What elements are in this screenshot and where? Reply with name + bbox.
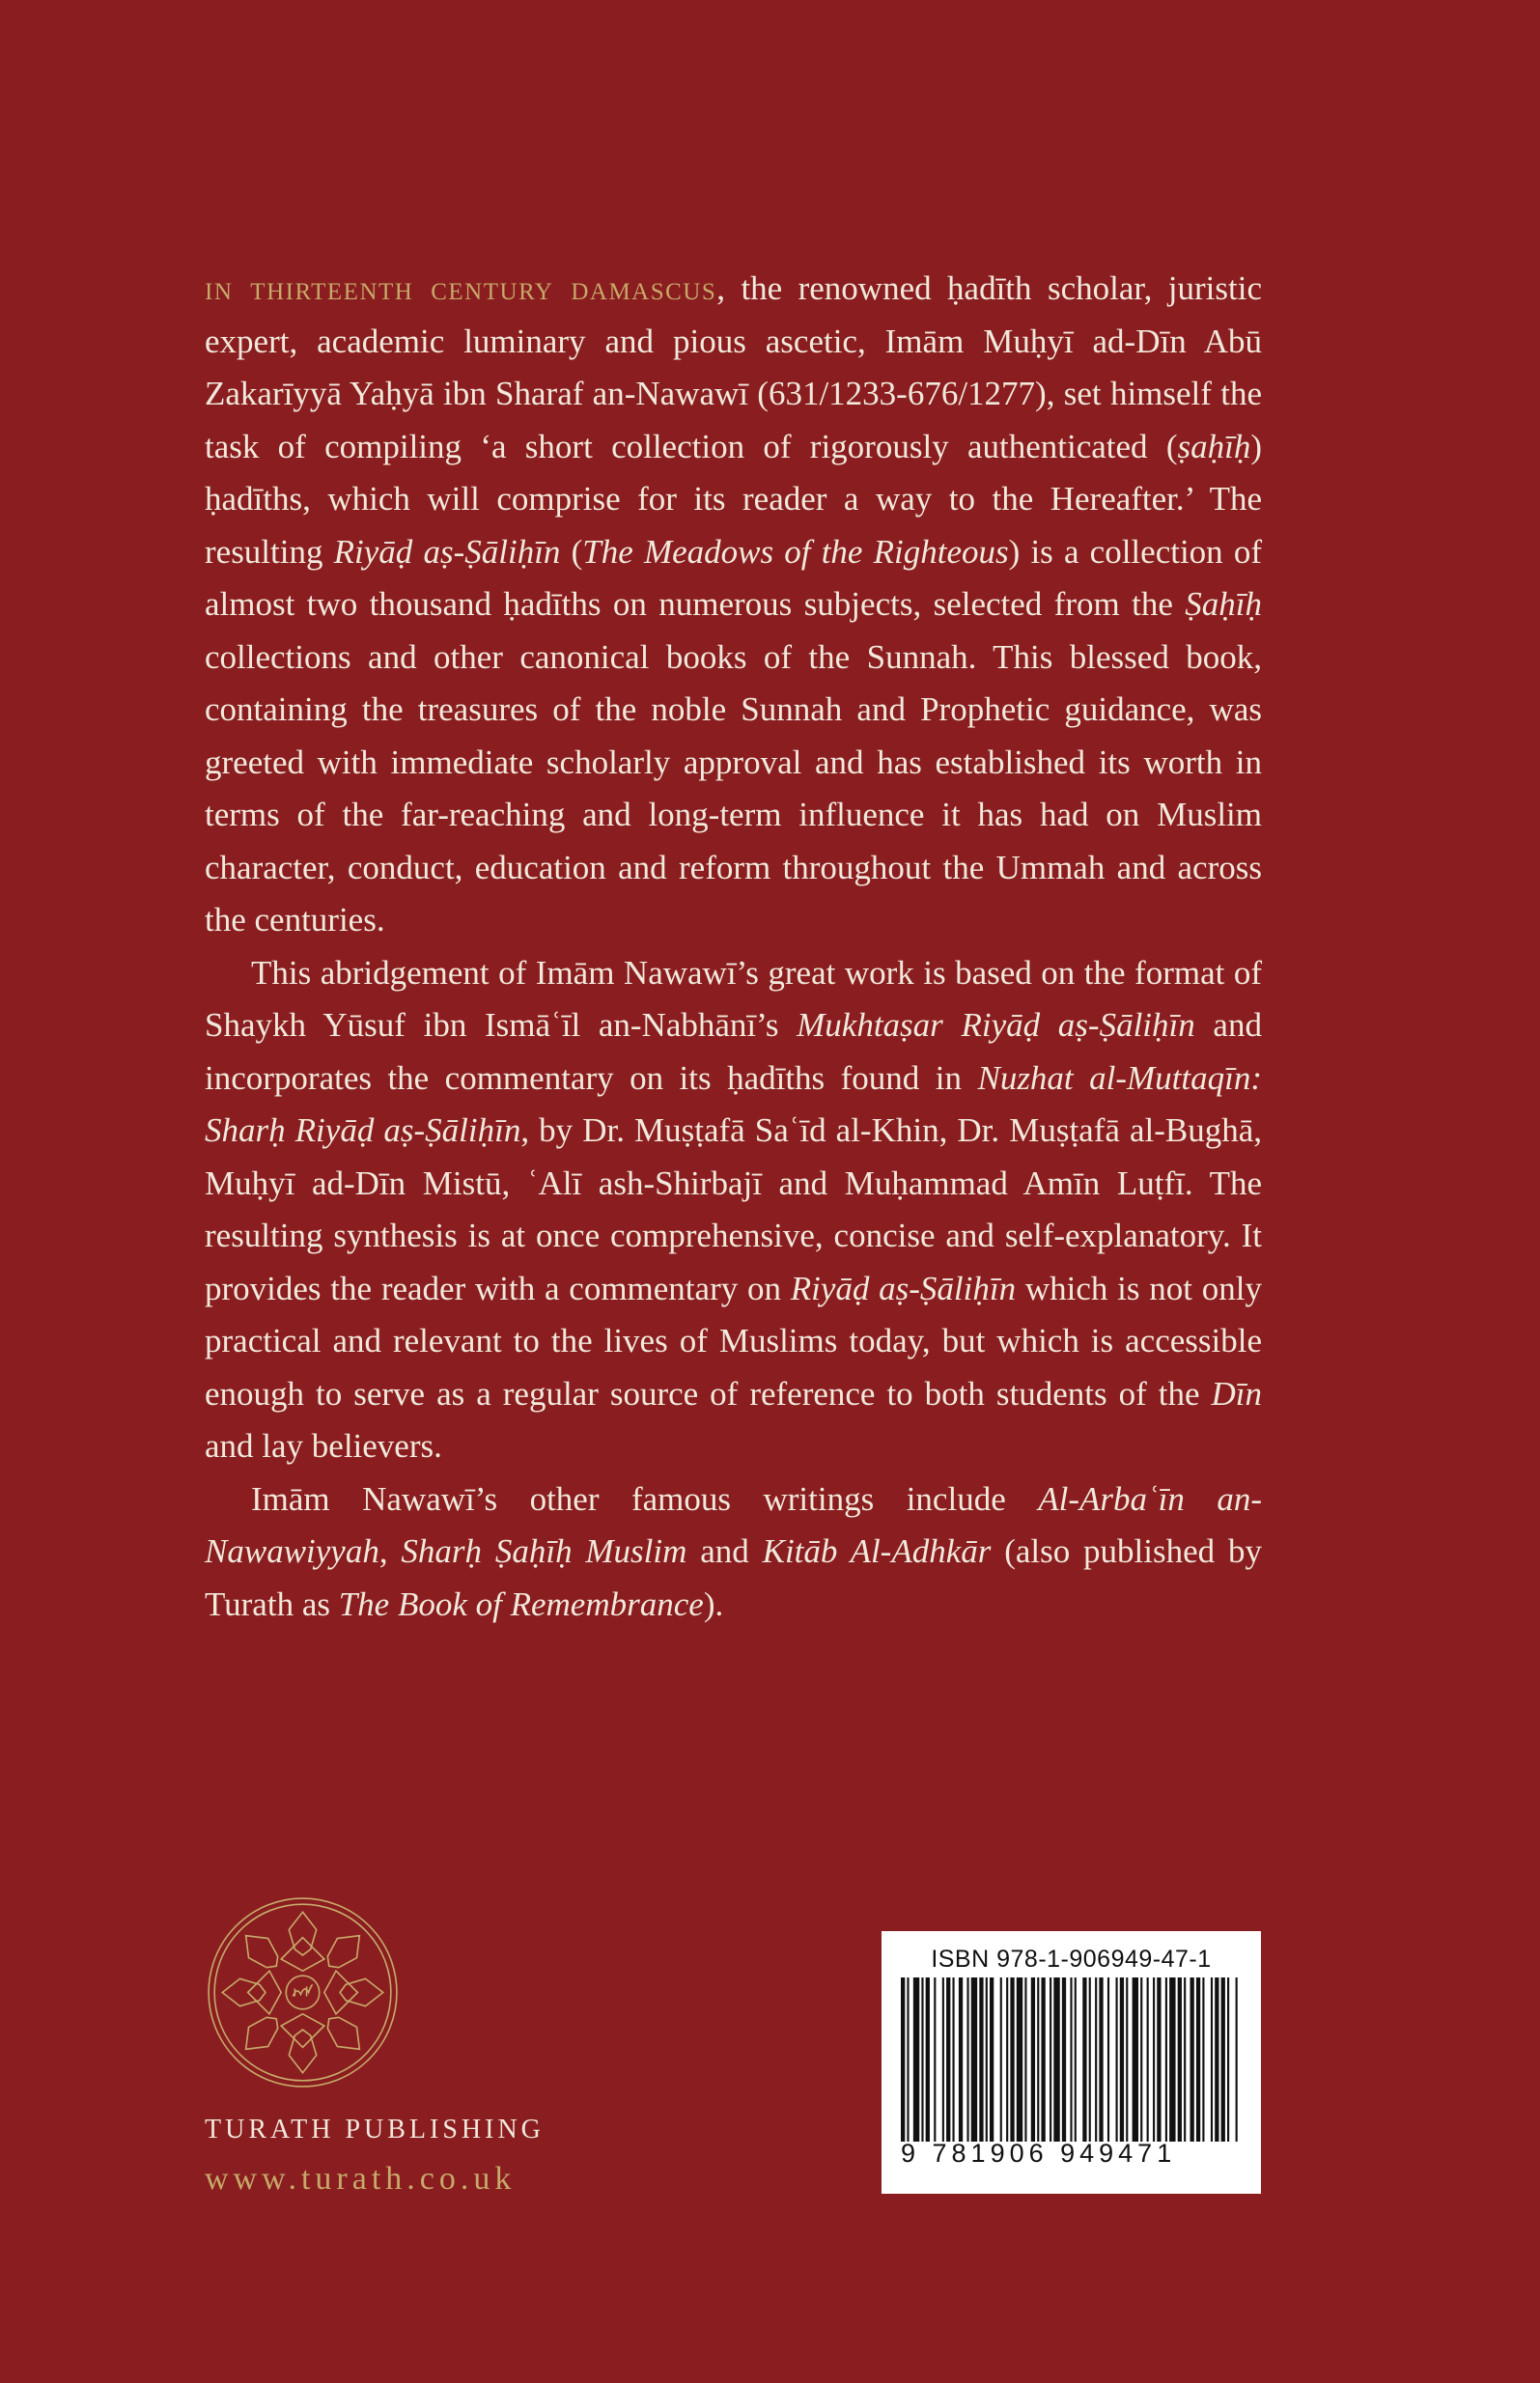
barcode-bar [1184, 1977, 1186, 2142]
barcode-bar [1196, 1977, 1200, 2142]
blurb-text: This abridgement of Imām Nawawī’s great work is based on the format of Shaykh Yūsuf ibn Ismāʿīl an-Nabhānī’s [205, 953, 1262, 1044]
barcode-bar [1147, 1977, 1149, 2142]
blurb-text: , [378, 1532, 402, 1570]
barcode-bar [1215, 1977, 1218, 2142]
blurb-term: ṣaḥīḥ [1177, 427, 1251, 465]
barcode-bar [1202, 1977, 1204, 2142]
blurb-text: ) is a collection of almost two thousand ḥadīths on numerous subjects, selected from the [205, 532, 1263, 623]
blurb-paragraph-2 [205, 947, 1262, 1473]
barcode-bar [1050, 1977, 1051, 2142]
barcode-bar [1000, 1977, 1002, 2142]
barcode-bar [1082, 1977, 1086, 2142]
barcode-bar [1169, 1977, 1175, 2142]
book-title-translation: The Meadows of the Righteous [582, 532, 1009, 571]
barcode-bar [986, 1977, 988, 2142]
turath-rosette-logo-icon [205, 1894, 401, 2090]
barcode-bar [1031, 1977, 1035, 2142]
barcode-bar [971, 1977, 977, 2142]
barcode-bar [966, 1977, 968, 2142]
barcode-bar [1037, 1977, 1039, 2142]
blurb-text: (also published by Turath as [205, 1532, 1262, 1623]
blurb-text: ). [703, 1584, 724, 1623]
blurb-term: Ṣaḥīḥ [1185, 585, 1262, 623]
book-title: Mukhtaṣar Riyāḍ aṣ-Ṣāliḥīn [797, 1006, 1195, 1044]
barcode-bar [901, 1977, 905, 2142]
blurb-term: Dīn [1211, 1374, 1262, 1413]
book-title: Sharḥ Ṣaḥīḥ Muslim [401, 1532, 687, 1570]
barcode-bar [959, 1977, 963, 2142]
barcode-bar [934, 1977, 936, 2142]
blurb-paragraph-1 [205, 263, 1262, 947]
barcode-bar [1221, 1977, 1225, 2142]
book-title: Kitāb Al-Adhkār [762, 1532, 992, 1570]
barcode-bar [1153, 1977, 1155, 2142]
blurb-text: ( [560, 532, 583, 571]
blurb-text: which is not only practical and relevant to the lives of Muslims today, but which is accessible enough to serve as a regular source of reference to both students of the [205, 1269, 1262, 1413]
blurb-text: and lay believers. [205, 1427, 442, 1465]
barcode-bar [1017, 1977, 1022, 2142]
barcode-bar [921, 1977, 923, 2142]
blurb-text: , by Dr. Muṣṭafā Saʿīd al-Khin, Dr. Muṣṭafā al-Bughā, Muḥyī ad-Dīn Mistū, ʿAlī ash-Shirbajī and Muḥammad Amīn Luṭfī. The resulting synthesis is at once comprehensive, concise and self-explanatory. It provides the reader with a commentary on [205, 1111, 1262, 1307]
barcode-bar [942, 1977, 944, 2142]
barcode-bar [1178, 1977, 1182, 2142]
barcode-bar [1133, 1977, 1138, 2142]
barcode-bar [926, 1977, 930, 2142]
barcode-bar [952, 1977, 954, 2142]
book-title: The Book of Remembrance [338, 1584, 704, 1623]
book-title: Nuzhat al-Muttaqīn: Sharḥ Riyāḍ aṣ-Ṣāliḥīn [205, 1058, 1262, 1149]
barcode-bar [1062, 1977, 1066, 2142]
barcode-bar [1010, 1977, 1014, 2142]
blurb-text: ) ḥadīths, which will comprise for its reader a way to the Hereafter.’ The resulting [205, 427, 1262, 571]
barcode-bar [979, 1977, 983, 2142]
barcode-bar [1053, 1977, 1059, 2142]
isbn-barcode [882, 1931, 1261, 2194]
barcode-bars [901, 1977, 1242, 2142]
barcode-bar [1165, 1977, 1167, 2142]
barcode-bar [1236, 1977, 1238, 2142]
isbn-label: ISBN 978-1-906949-47-1 [931, 1946, 1212, 1973]
barcode-bar [990, 1977, 994, 2142]
barcode-bar [1099, 1977, 1103, 2142]
barcode-bar [907, 1977, 909, 2142]
barcode-bar [1089, 1977, 1091, 2142]
book-title: Riyāḍ aṣ-Ṣāliḥīn [333, 532, 561, 571]
publisher-website: www.turath.co.uk [205, 2161, 517, 2197]
barcode-digits: 9 781906 949471 [901, 2139, 1177, 2168]
blurb-lead-in: in thirteenth century damascus [205, 269, 717, 307]
blurb-paragraph-3 [205, 1473, 1262, 1632]
barcode-bar [1041, 1977, 1045, 2142]
blurb-text: and [686, 1532, 763, 1570]
back-cover-blurb [205, 263, 1262, 1631]
barcode-bar [1126, 1977, 1128, 2142]
barcode-bar [1116, 1977, 1118, 2142]
blurb-text: , the renowned ḥadīth scholar, juristic expert, academic luminary and pious ascetic, Imām Muḥyī ad-Dīn Abū Zakarīyyā Yaḥyā ibn Sharaf an-Nawawī (631/1233-676/1277), set himself the task of compiling ‘a short collection of rigorously authenticated ( [205, 269, 1262, 465]
barcode-bar [1107, 1977, 1109, 2142]
barcode-bar [1157, 1977, 1161, 2142]
book-title: Riyāḍ aṣ-Ṣāliḥīn [790, 1269, 1017, 1307]
barcode-bar [1024, 1977, 1026, 2142]
barcode-bar [946, 1977, 950, 2142]
publisher-name: TURATH PUBLISHING [205, 2115, 545, 2145]
blurb-text: collections and other canonical books of the Sunnah. This blessed book, containing the treasures of the noble Sunnah and Prophetic guidance, was greeted with immediate scholarly approval and has established its worth in terms of the far-reaching and long-term influence it has had on Muslim character, conduct, education and reform throughout the Ummah and across the centuries. [205, 637, 1262, 939]
barcode-bar [1006, 1977, 1008, 2142]
barcode-bar [913, 1977, 919, 2142]
barcode-bar [1190, 1977, 1194, 2142]
barcode-bar [1120, 1977, 1124, 2142]
book-title: Al-Arbaʿīn an-Nawawiyyah [205, 1479, 1262, 1570]
barcode-bar [1075, 1977, 1077, 2142]
blurb-text: Imām Nawawī’s other famous writings include [251, 1479, 1039, 1518]
barcode-bar [1095, 1977, 1097, 2142]
barcode-bar [1070, 1977, 1072, 2142]
blurb-text: and incorporates the commentary on its ḥadīths found in [205, 1006, 1262, 1097]
barcode-bar [1140, 1977, 1142, 2142]
barcode-bar [1211, 1977, 1213, 2142]
barcode-bar [1227, 1977, 1229, 2142]
